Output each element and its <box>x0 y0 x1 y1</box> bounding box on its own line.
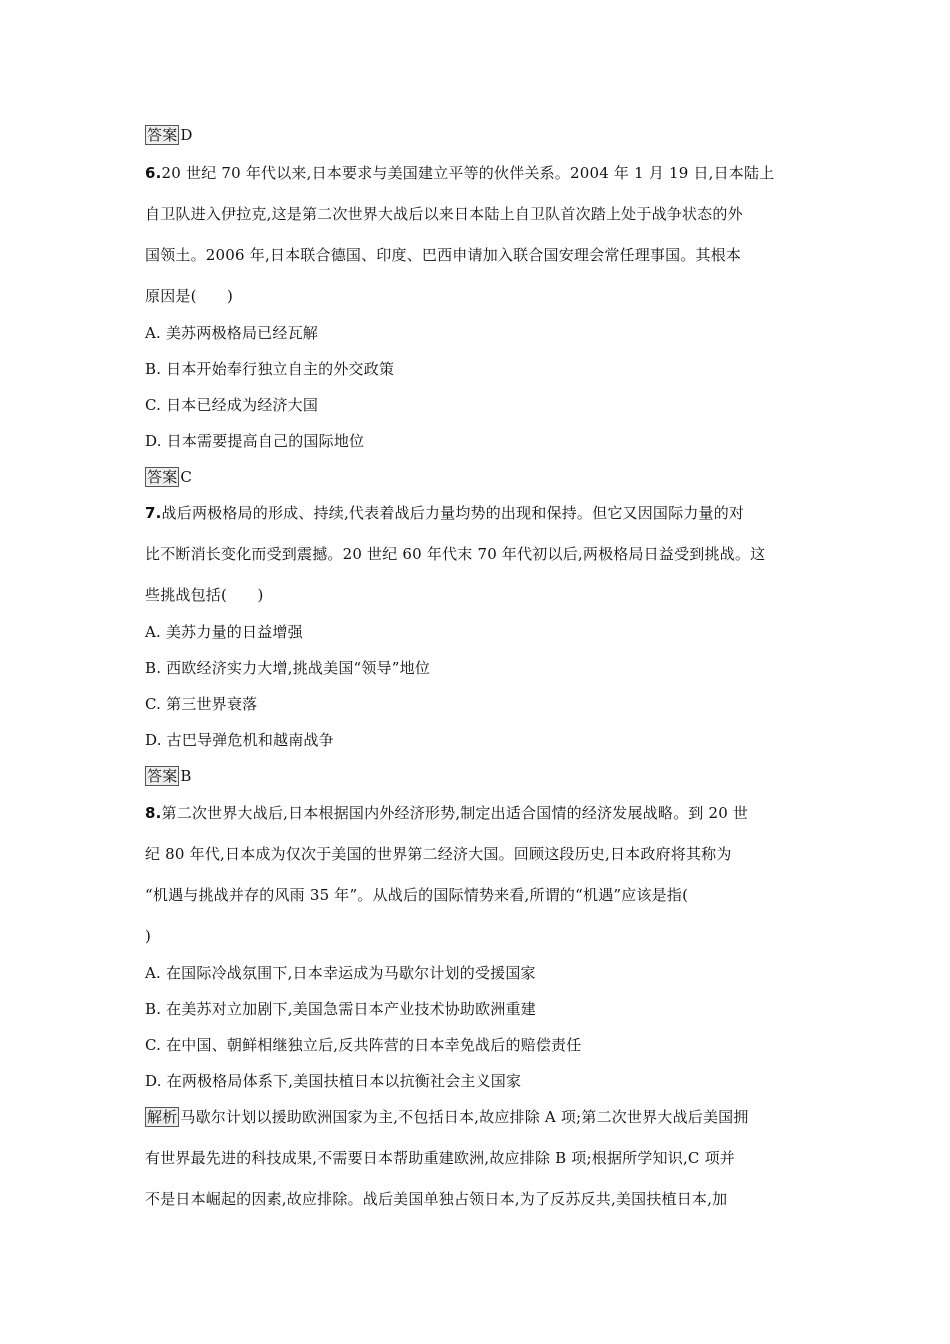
q8-stem-line: “机遇与挑战并存的风雨 35 年”。从战后的国际情势来看,所谓的“机遇”应该是指( <box>145 886 689 904</box>
q8-stem-line: 8.第二次世界大战后,日本根据国内外经济形势,制定出适合国情的经济发展战略。到 20 世 <box>145 804 749 822</box>
q7-answer-line <box>145 766 192 786</box>
answer-value: C <box>180 468 193 486</box>
q6-option-d: D. 日本需要提高自己的国际地位 <box>145 432 365 450</box>
question-number: 8. <box>145 804 162 822</box>
answer-tag: 答案 <box>147 767 178 785</box>
q6-option-c: C. 日本已经成为经济大国 <box>145 396 319 414</box>
q6-option-a: A. 美苏两极格局已经瓦解 <box>145 324 318 342</box>
q6-option-b: B. 日本开始奉行独立自主的外交政策 <box>145 360 395 378</box>
q7-stem-line: 些挑战包括( ) <box>145 586 264 604</box>
q7-option-c: C. 第三世界衰落 <box>145 695 258 713</box>
q6-stem-line: 自卫队进入伊拉克,这是第二次世界大战后以来日本陆上自卫队首次踏上处于战争状态的外 <box>145 205 743 223</box>
answer-value: B <box>180 767 192 785</box>
question-number: 7. <box>145 504 162 522</box>
q8-option-d: D. 在两极格局体系下,美国扶植日本以抗衡社会主义国家 <box>145 1072 522 1090</box>
q8-option-a: A. 在国际冷战氛围下,日本幸运成为马歇尔计划的受援国家 <box>145 964 536 982</box>
q7-stem-line: 比不断消长变化而受到震撼。20 世纪 60 年代末 70 年代初以后,两极格局日益受到挑战。这 <box>145 545 766 563</box>
q7-option-a: A. 美苏力量的日益增强 <box>145 623 303 641</box>
answer-tag: 答案 <box>147 126 178 144</box>
q8-stem-line: ) <box>145 927 152 945</box>
analysis-tag: 解析 <box>147 1108 178 1126</box>
q6-stem-line: 6.20 世纪 70 年代以来,日本要求与美国建立平等的伙伴关系。2004 年 1 月 19 日,日本陆上 <box>145 164 775 182</box>
q6-stem-line: 国领土。2006 年,日本联合德国、印度、巴西申请加入联合国安理会常任理事国。其根本 <box>145 246 742 264</box>
q6-answer-line <box>145 467 192 487</box>
answer-value: D <box>180 126 193 144</box>
q7-option-d: D. 古巴导弹危机和越南战争 <box>145 731 334 749</box>
q8-stem-line: 纪 80 年代,日本成为仅次于美国的世界第二经济大国。回顾这段历史,日本政府将其称为 <box>145 845 732 863</box>
q8-analysis-line: 解析 马歇尔计划以援助欧洲国家为主,不包括日本,故应排除 A 项;第二次世界大战后美国拥 <box>147 1108 749 1126</box>
q7-option-b: B. 西欧经济实力大增,挑战美国“领导”地位 <box>145 659 431 677</box>
q8-analysis-line: 有世界最先进的科技成果,不需要日本帮助重建欧洲,故应排除 B 项;根据所学知识,C 项并 <box>145 1149 735 1167</box>
q7-stem-line: 7.战后两极格局的形成、持续,代表着战后力量均势的出现和保持。但它又因国际力量的对 <box>145 504 745 522</box>
question-number: 6. <box>145 164 162 182</box>
answer-tag: 答案 <box>147 468 178 486</box>
q8-option-c: C. 在中国、朝鲜相继独立后,反共阵营的日本幸免战后的赔偿责任 <box>145 1036 582 1054</box>
q6-stem-line: 原因是( ) <box>145 287 234 305</box>
q8-option-b: B. 在美苏对立加剧下,美国急需日本产业技术协助欧洲重建 <box>145 1000 536 1018</box>
q5-answer-line <box>145 125 193 145</box>
q8-analysis-line: 不是日本崛起的因素,故应排除。战后美国单独占领日本,为了反苏反共,美国扶植日本,加 <box>145 1190 728 1208</box>
